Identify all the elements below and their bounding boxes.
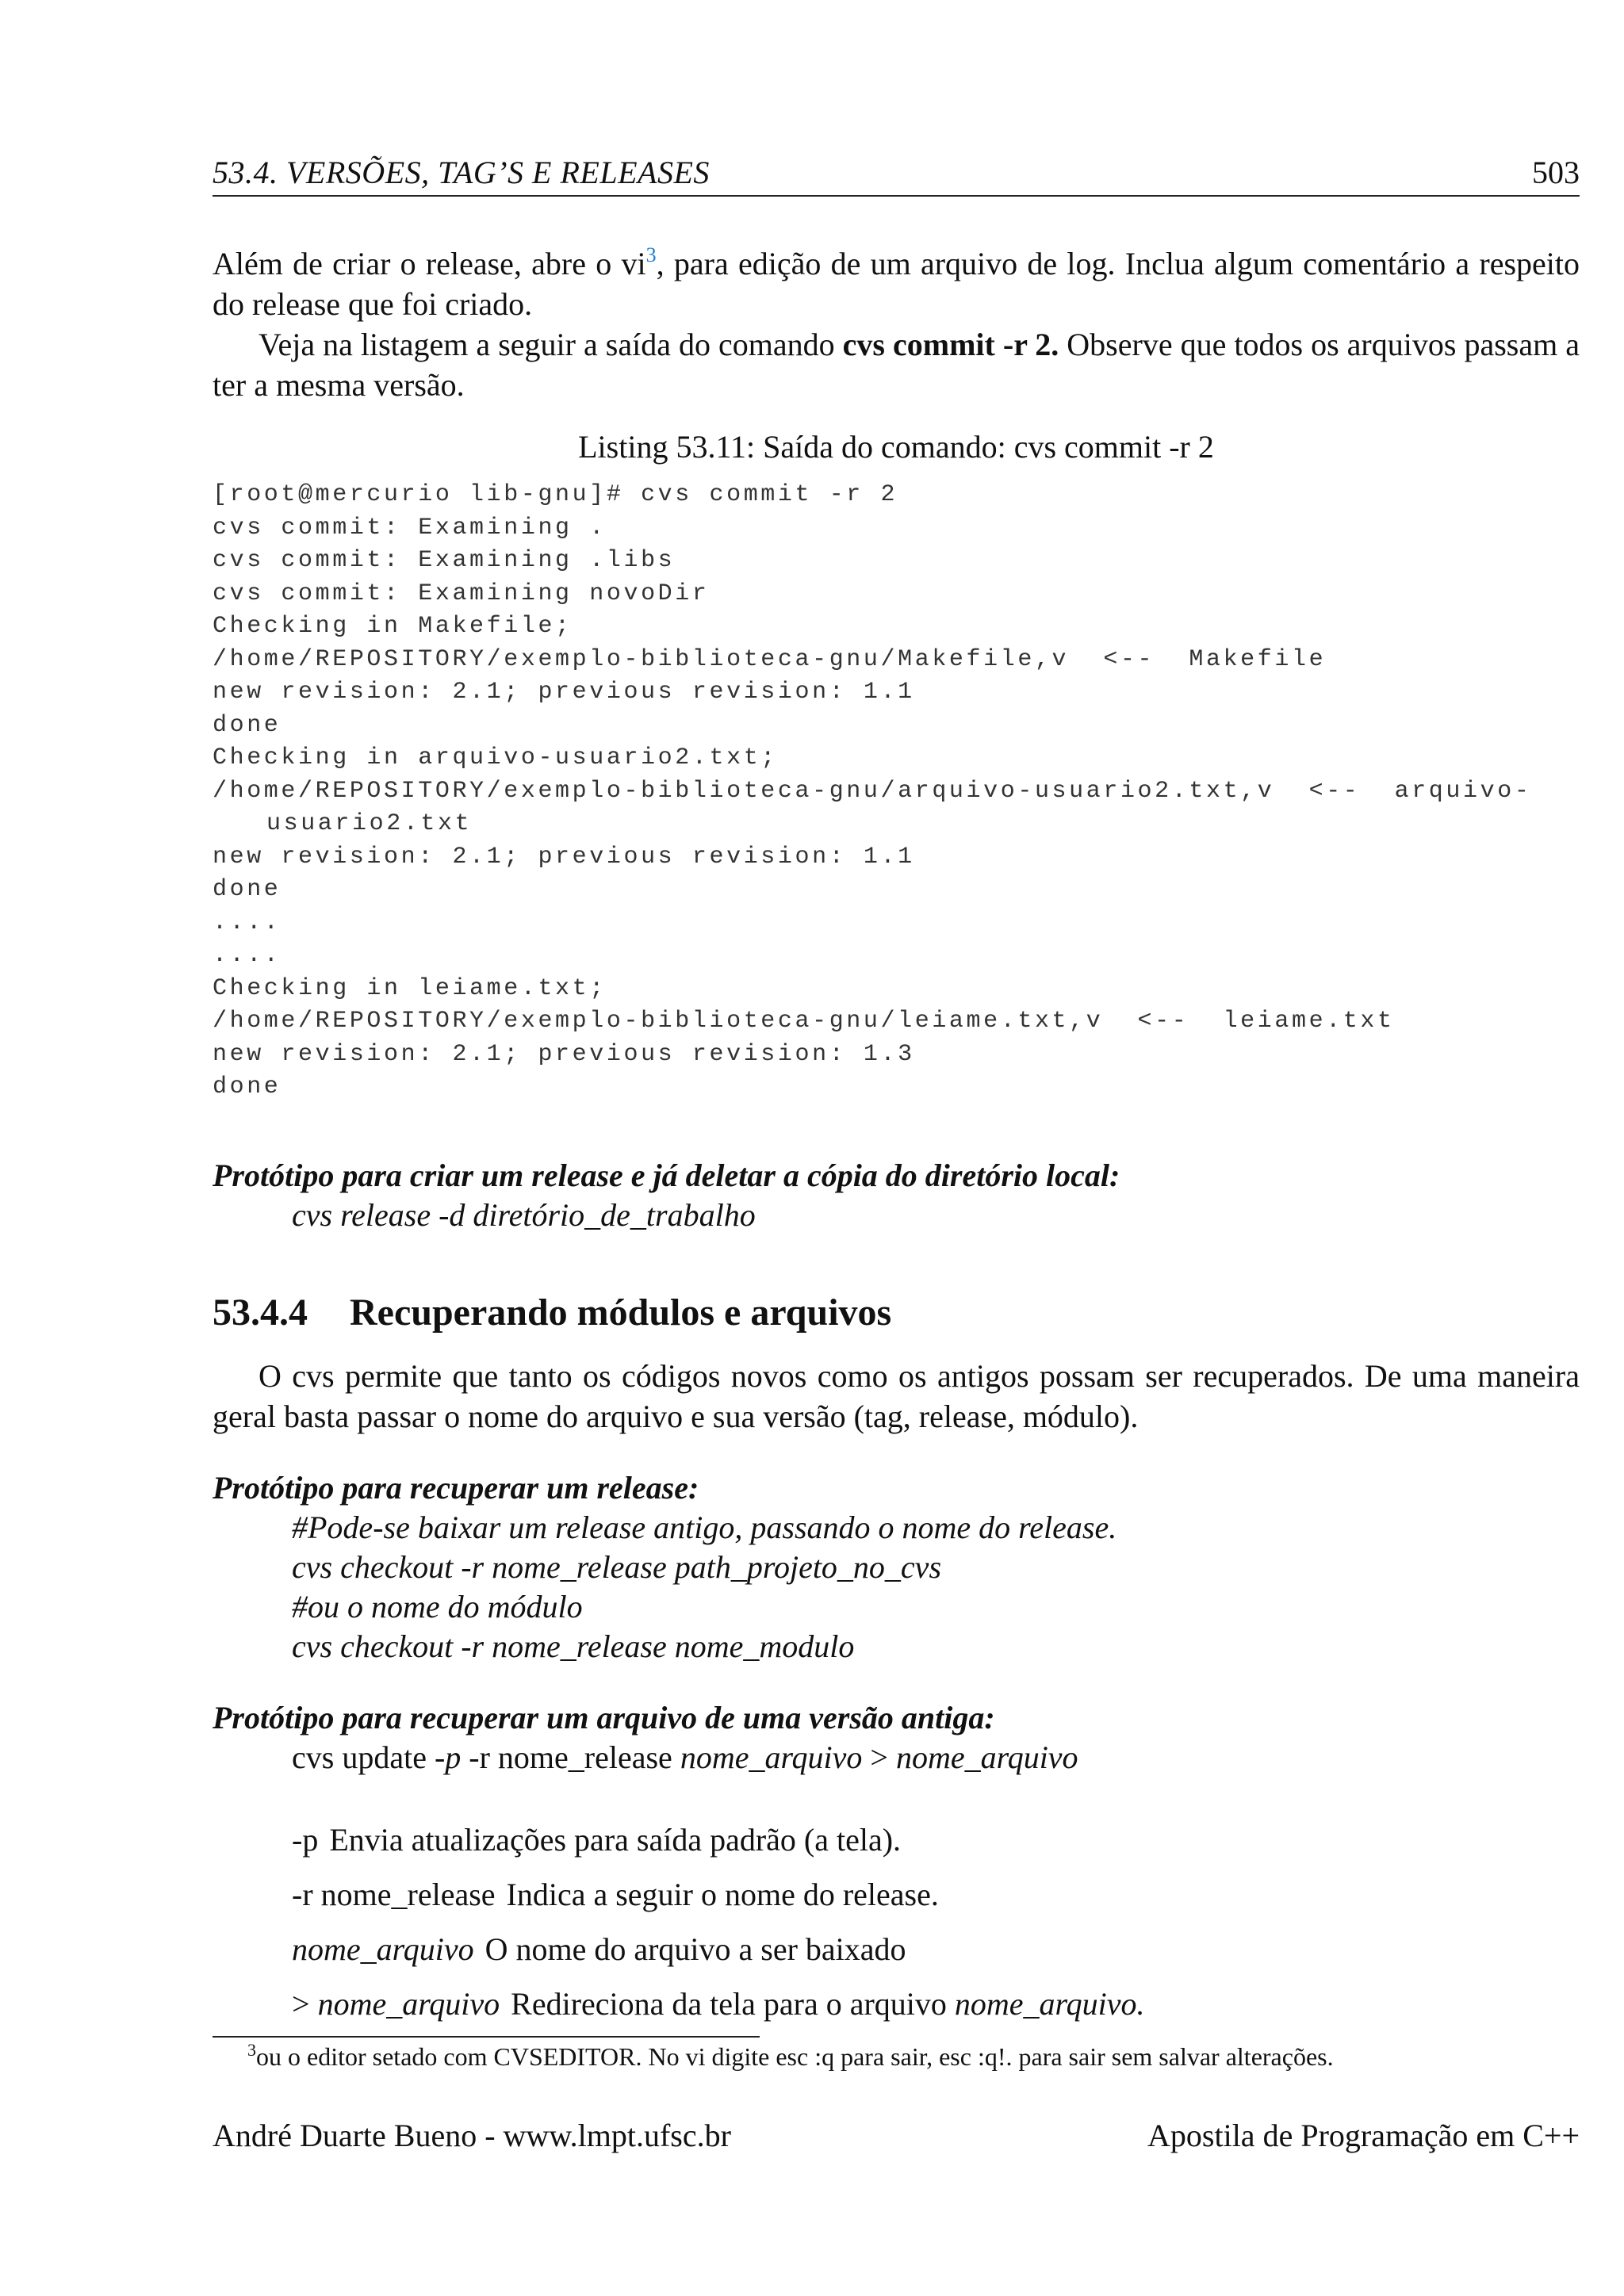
- command-emphasis: cvs commit -r 2.: [842, 327, 1059, 362]
- definition-item: [292, 1931, 906, 1968]
- section-title: Recuperando módulos e arquivos: [350, 1292, 892, 1334]
- prototype-release-delete: [213, 1156, 1580, 1235]
- listing-line: cvs commit: Examining .libs: [213, 547, 676, 574]
- prototype-line: #ou o nome do módulo: [292, 1589, 583, 1624]
- definition-item: [292, 1821, 901, 1858]
- intro-text-b: , para edição de um arquivo de log. Inclua algum comentário a respeito do release que foi criado.: [213, 246, 1580, 322]
- prototype-line: cvs checkout -r nome_release nome_modulo: [292, 1628, 855, 1664]
- footnote-rule: [213, 2036, 760, 2038]
- prototype-recover-release: [213, 1468, 1580, 1667]
- cmd-option-p: -p: [434, 1739, 462, 1775]
- intro-text-a: Além de criar o release, abre o vi: [213, 246, 646, 281]
- definition-term-prefix: >: [292, 1986, 318, 2022]
- definition-desc-filename: nome_arquivo.: [954, 1986, 1145, 2022]
- running-header: [213, 151, 1580, 197]
- header-section-title: 53.4. VERSÕES, TAG’S E RELEASES: [213, 155, 710, 190]
- listing-line: done: [213, 876, 282, 903]
- footnote: [247, 2042, 1334, 2072]
- cmd-redirect: >: [862, 1739, 896, 1775]
- cmd-output-filename: nome_arquivo: [895, 1739, 1078, 1775]
- listing-line: cvs commit: Examining .: [213, 514, 607, 541]
- definition-term: -r nome_release: [292, 1877, 496, 1912]
- prototype-heading: Protótipo para recuperar um release:: [213, 1470, 699, 1506]
- prototype-heading: Protótipo para recuperar um arquivo de uma versão antiga:: [213, 1700, 995, 1735]
- page-number: 503: [1532, 155, 1580, 190]
- section-number: 53.4.4: [213, 1292, 308, 1334]
- intro-paragraph-2: [213, 324, 1580, 405]
- footer-author: André Duarte Bueno - www.lmpt.ufsc.br: [213, 2118, 731, 2153]
- footnote-ref[interactable]: 3: [645, 243, 657, 266]
- intro-p2-text-a: Veja na listagem a seguir a saída do comando: [259, 327, 843, 362]
- listing-line: Checking in leiame.txt;: [213, 974, 607, 1002]
- definition-desc: Indica a seguir o nome do release.: [506, 1877, 939, 1912]
- prototype-command: [213, 1738, 1580, 1777]
- definition-term: nome_arquivo: [317, 1986, 500, 2022]
- prototype-line: #Pode-se baixar um release antigo, passando o nome do release.: [292, 1510, 1117, 1545]
- definition-item: [292, 1876, 939, 1913]
- listing-line: new revision: 2.1; previous revision: 1.1: [213, 679, 915, 706]
- listing-line: done: [213, 1073, 282, 1100]
- listing-line: Checking in Makefile;: [213, 613, 573, 640]
- prototype-line: cvs checkout -r nome_release path_projeto_no_cvs: [292, 1549, 942, 1585]
- listing-line: ....: [213, 942, 282, 969]
- listing-line: done: [213, 711, 282, 739]
- listing-line: [root@mercurio lib-gnu]# cvs commit -r 2: [213, 481, 898, 508]
- intro-paragraph-1: [213, 243, 1580, 324]
- definition-desc: Redireciona da tela para o arquivo: [511, 1986, 955, 2022]
- listing-line: ....: [213, 909, 282, 936]
- prototype-command: cvs release -d diretório_de_trabalho: [292, 1197, 756, 1233]
- listing-caption: Listing 53.11: Saída do comando: cvs commit -r 2: [578, 429, 1214, 465]
- listing-line: /home/REPOSITORY/exemplo-biblioteca-gnu/arquivo-usuario2.txt,v <-- arquivo-: [213, 777, 1532, 805]
- listing-line-continuation: usuario2.txt: [266, 810, 473, 837]
- prototype-heading: Protótipo para criar um release e já deletar a cópia do diretório local:: [213, 1158, 1120, 1193]
- section-heading: [213, 1291, 891, 1334]
- footnote-text: ou o editor setado com CVSEDITOR. No vi digite esc :q para sair, esc :q!. para sair sem salvar alterações.: [256, 2042, 1334, 2071]
- definition-desc: O nome do arquivo a ser baixado: [485, 1931, 906, 1967]
- document-page: [213, 0, 1580, 2296]
- intro-block: [213, 243, 1580, 405]
- section-paragraph-block: [213, 1356, 1580, 1437]
- cmd-part: -r nome_release: [461, 1739, 680, 1775]
- footnote-mark: 3: [247, 2040, 256, 2060]
- listing-line: /home/REPOSITORY/exemplo-biblioteca-gnu/leiame.txt,v <-- leiame.txt: [213, 1008, 1395, 1035]
- prototype-recover-file: [213, 1698, 1580, 1777]
- definition-term: -p: [292, 1822, 319, 1858]
- section-paragraph: O cvs permite que tanto os códigos novos como os antigos possam ser recuperados. De uma maneira geral basta passar o nome do arquivo e sua versão (tag, release, módulo).: [213, 1358, 1580, 1434]
- listing-line: Checking in arquivo-usuario2.txt;: [213, 744, 778, 771]
- listing-line: /home/REPOSITORY/exemplo-biblioteca-gnu/Makefile,v <-- Makefile: [213, 645, 1327, 673]
- code-listing: [213, 479, 1580, 1104]
- definition-term: nome_arquivo: [292, 1931, 474, 1967]
- intro-p2-text-b: Observe que todos os arquivos passam a ter a mesma versão.: [213, 327, 1580, 403]
- cmd-filename: nome_arquivo: [680, 1739, 863, 1775]
- footer-book-title: Apostila de Programação em C++: [1147, 2118, 1580, 2153]
- listing-line: cvs commit: Examining novoDir: [213, 580, 710, 607]
- definition-item: [292, 1985, 1145, 2022]
- cmd-part: cvs update: [292, 1739, 435, 1775]
- listing-line: new revision: 2.1; previous revision: 1.3: [213, 1040, 915, 1068]
- definition-desc: Envia atualizações para saída padrão (a tela).: [329, 1822, 902, 1858]
- listing-line: new revision: 2.1; previous revision: 1.1: [213, 843, 915, 871]
